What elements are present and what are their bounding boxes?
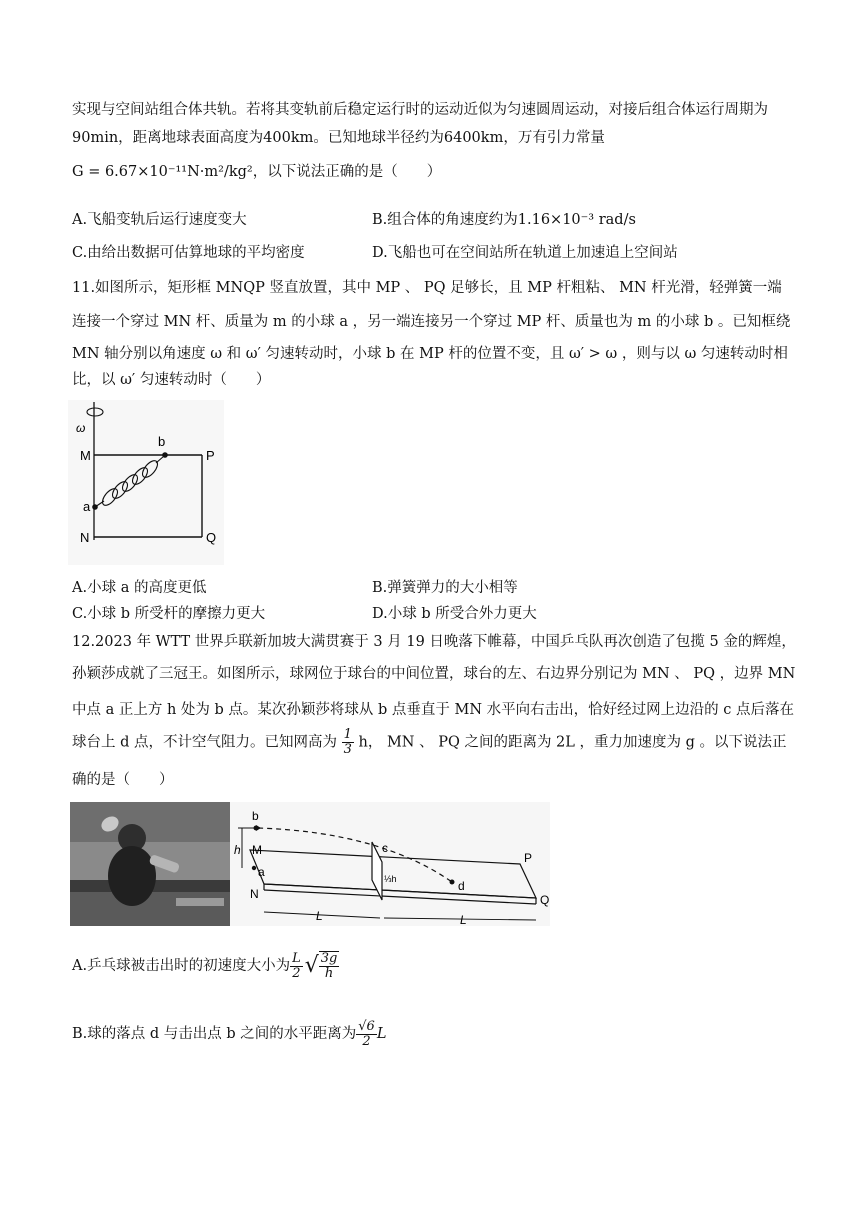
label-n: N — [250, 887, 259, 901]
q12-option-a-text: A.乒乓球被击出时的初速度大小为 — [72, 958, 291, 974]
q10-option-c: C.由给出数据可估算地球的平均密度 — [72, 245, 305, 261]
option-a-fraction — [290, 952, 303, 981]
option-b-unit: L — [376, 1026, 387, 1042]
sqrt-icon: √ — [304, 953, 319, 978]
q12-option-b-text: B.球的落点 d 与击出点 b 之间的水平距离为 — [72, 1026, 357, 1042]
q10-option-d: D.飞船也可在空间站所在轨道上加速追上空间站 — [372, 245, 678, 261]
option-b-numerator: √6 — [358, 1018, 375, 1034]
label-q: Q — [206, 530, 217, 545]
label-a: a — [258, 865, 265, 879]
option-a-denominator: 2 — [292, 965, 301, 981]
q11-line3: MN 轴分别以角速度 ω 和 ω′ 匀速转动时，小球 b 在 MP 杆的位置不变，且 ω′ > ω ，则与以 ω 匀速转动时相 — [72, 346, 788, 362]
q12-figure — [70, 802, 550, 926]
label-l-right: L — [460, 913, 467, 926]
q11-option-c: C.小球 b 所受杆的摩擦力更大 — [72, 606, 266, 622]
q12-line5: 确的是（ ） — [72, 772, 174, 788]
point-d — [450, 880, 455, 885]
radicand-denominator: h — [324, 966, 334, 981]
q10-option-b: B.组合体的角速度约为1.16×10⁻³ rad/s — [372, 212, 636, 228]
ball-a — [92, 504, 98, 510]
label-h: h — [234, 843, 241, 857]
q11-line2: 连接一个穿过 MN 杆、质量为 m 的小球 a ，另一端连接另一个穿过 MP 杆、质量也为 m 的小球 b 。已知框绕 — [72, 314, 791, 330]
net — [372, 842, 382, 900]
label-l-left: L — [316, 909, 323, 923]
label-p: P — [524, 851, 533, 865]
q12-line4-end: h， MN 、 PQ 之间的距离为 2L ，重力加速度为 g 。以下说法正 — [358, 734, 787, 751]
q12-line1: 12.2023 年 WTT 世界乒联新加坡大满贯赛于 3 月 19 日晚落下帷幕，中国乒乓队再次创造了包揽 5 金的辉煌， — [72, 634, 796, 650]
label-net-height: ⅓h — [384, 874, 397, 884]
label-b: b — [158, 434, 166, 449]
ball-b — [162, 452, 168, 458]
point-b — [254, 826, 259, 831]
q11-figure — [68, 400, 224, 565]
q12-line4-start: 球台上 d 点，不计空气阻力。已知网高为 — [72, 734, 337, 751]
point-a — [252, 866, 256, 870]
q12-line3: 中点 a 正上方 h 处为 b 点。某次孙颖莎将球从 b 点垂直于 MN 水平向右击出，恰好经过网上边沿的 c 点后落在 — [72, 702, 795, 718]
player-photo — [70, 802, 230, 926]
label-p: P — [206, 448, 215, 463]
option-b-fraction — [356, 1020, 377, 1049]
label-d: d — [458, 879, 465, 893]
q10-line1: 实现与空间站组合体共轨。若将其变轨前后稳定运行时的运动近似为匀速圆周运动，对接后组合体运行周期为 — [72, 102, 768, 118]
q11-option-a: A.小球 a 的高度更低 — [72, 580, 207, 596]
option-b-denominator: 2 — [362, 1033, 371, 1049]
net-height-fraction — [342, 728, 354, 757]
label-a: a — [83, 499, 91, 514]
q10-option-a: A.飞船变轨后运行速度变大 — [72, 212, 247, 228]
q11-line1: 11.如图所示，矩形框 MNQP 竖直放置，其中 MP 、 PQ 足够长，且 MP 杆粗粘、 MN 杆光滑，轻弹簧一端 — [72, 280, 782, 296]
q12-option-a — [72, 944, 339, 988]
radicand-numerator: 3g — [320, 951, 338, 966]
label-c: c — [382, 841, 388, 855]
label-m: M — [252, 843, 262, 857]
label-q: Q — [540, 893, 550, 907]
q11-option-d: D.小球 b 所受合外力更大 — [372, 606, 537, 622]
q12-line2: 孙颖莎成就了三冠王。如图所示，球网位于球台的中间位置，球台的左、右边界分别记为 MN 、 PQ ，边界 MN — [72, 666, 796, 682]
table-diagram — [230, 802, 550, 926]
option-a-radicand — [319, 951, 340, 981]
fraction-denominator: 3 — [343, 742, 352, 757]
q12-option-b — [72, 1012, 386, 1056]
q10-line2: 90min，距离地球表面高度为400km。已知地球半径约为6400km，万有引力常量 — [72, 130, 605, 146]
q12-line4 — [72, 728, 787, 757]
option-a-numerator: L — [292, 950, 301, 966]
fraction-numerator: 1 — [343, 727, 352, 742]
q10-line3: G = 6.67×10⁻¹¹N·m²/kg²，以下说法正确的是（ ） — [72, 164, 442, 180]
omega-label: ω — [76, 421, 86, 435]
q11-option-b: B.弹簧弹力的大小相等 — [372, 580, 518, 596]
q11-line4: 比，以 ω′ 匀速转动时（ ） — [72, 372, 271, 388]
label-b: b — [252, 809, 259, 823]
label-n: N — [80, 530, 90, 545]
label-m: M — [80, 448, 91, 463]
